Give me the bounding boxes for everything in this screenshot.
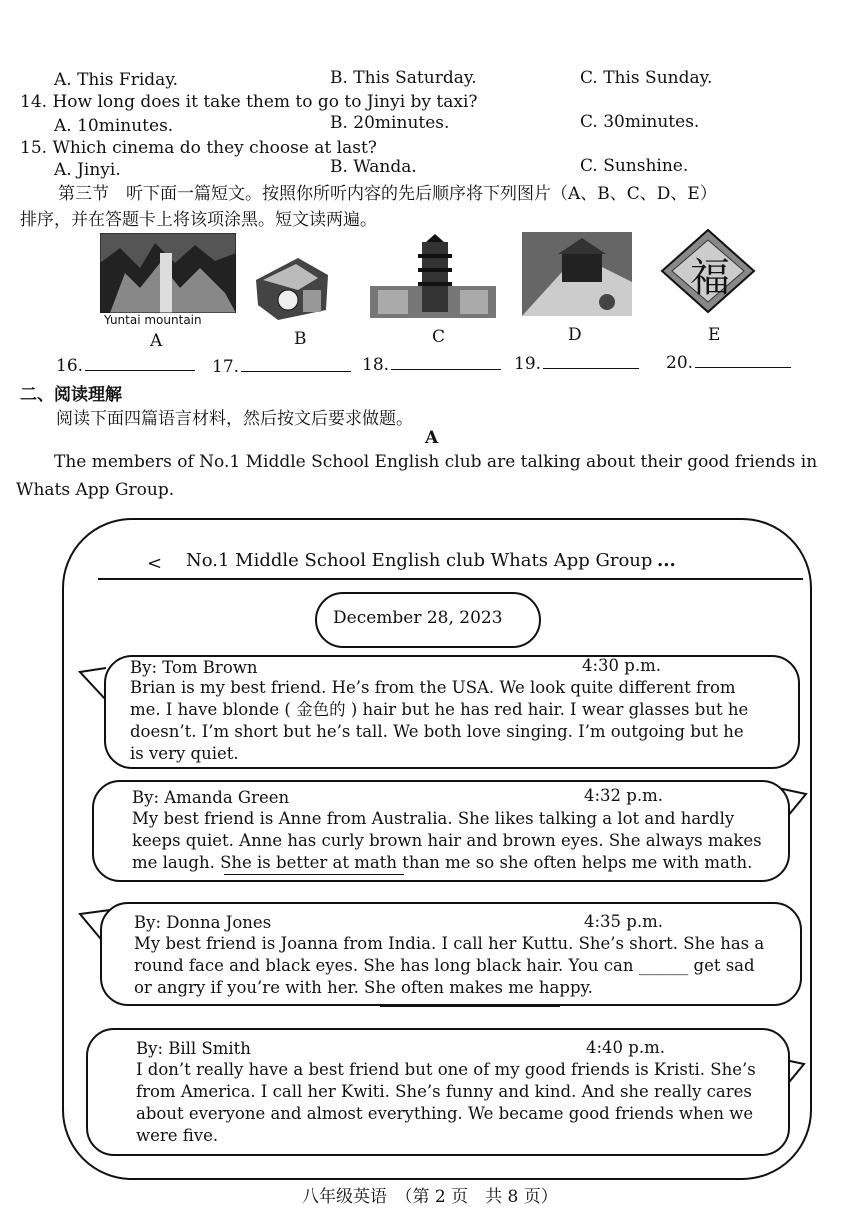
message-3-author: By: Donna Jones <box>134 913 272 932</box>
message-2-time: 4:32 p.m. <box>584 786 663 805</box>
message-4-line4: were five. <box>136 1126 219 1145</box>
section3-instruction-line1: 第三节 听下面一篇短文。按照你所听内容的先后顺序将下列图片（A、B、C、D、E） <box>58 184 717 204</box>
q13-option-b: B. This Saturday. <box>330 68 477 88</box>
header-divider <box>98 578 803 580</box>
page-footer: 八年级英语 （第 2 页 共 8 页） <box>302 1187 558 1207</box>
answer-line <box>85 354 195 371</box>
message-1-line1: Brian is my best friend. He’s from the USA. We look quite different from <box>130 678 736 697</box>
answer-blank-20-number: 20. <box>666 353 694 373</box>
message-3-line3: or angry if you’re with her. She often makes me happy. <box>134 978 593 997</box>
message-2-line2: keeps quiet. Anne has curly brown hair and brown eyes. She always makes <box>132 831 762 850</box>
more-icon[interactable]: ... <box>657 550 676 571</box>
answer-blank-20[interactable] <box>666 351 791 373</box>
q14-option-a: A. 10minutes. <box>54 116 174 136</box>
chat-title: No.1 Middle School English club Whats App Group <box>186 550 653 571</box>
picture-a-caption: Yuntai mountain <box>104 313 202 327</box>
answer-blank-19[interactable] <box>514 352 639 374</box>
answer-line <box>695 351 791 368</box>
message-2-line1: My best friend is Anne from Australia. She likes talking a lot and hardly <box>132 809 735 828</box>
picture-label-b: B <box>294 329 307 349</box>
back-icon[interactable]: < <box>147 553 163 574</box>
answer-blank-18-number: 18. <box>362 355 390 375</box>
q14-option-c: C. 30minutes. <box>580 112 700 132</box>
handwritten-underline <box>224 874 404 875</box>
message-4-line1: I don’t really have a best friend but one of my good friends is Kristi. She’s <box>136 1060 756 1079</box>
q13-option-c: C. This Sunday. <box>580 68 713 88</box>
passage-intro-line2: Whats App Group. <box>16 480 175 500</box>
part2-heading: 二、阅读理解 <box>20 385 122 405</box>
answer-blank-17-number: 17. <box>212 357 240 377</box>
answer-blank-18[interactable] <box>362 353 501 375</box>
answer-blank-16[interactable] <box>56 354 195 376</box>
answer-line <box>543 352 639 369</box>
picture-a-yuntai-mountain <box>100 233 236 313</box>
answer-line <box>391 353 501 370</box>
picture-e-fu-character: 福 <box>690 255 730 301</box>
picture-b <box>248 250 334 322</box>
message-3-line1: My best friend is Joanna from India. I call her Kuttu. She’s short. She has a <box>134 934 765 953</box>
message-2-author: By: Amanda Green <box>132 788 290 807</box>
message-1-time: 4:30 p.m. <box>582 656 661 675</box>
picture-d <box>522 232 632 316</box>
message-1-author: By: Tom Brown <box>130 658 258 677</box>
chat-date: December 28, 2023 <box>333 608 503 628</box>
passage-intro-line1: The members of No.1 Middle School English club are talking about their good friends in <box>54 452 818 472</box>
q15-option-c: C. Sunshine. <box>580 156 689 176</box>
handwritten-underline <box>380 1006 560 1007</box>
q13-option-a: A. This Friday. <box>54 70 179 90</box>
message-1-line3: doesn’t. I’m short but he’s tall. We both love singing. I’m outgoing but he <box>130 722 744 741</box>
message-3-line2: round face and black eyes. She has long black hair. You can ______ get sad <box>134 956 755 975</box>
answer-blank-19-number: 19. <box>514 354 542 374</box>
q14-question: 14. How long does it take them to go to Jinyi by taxi? <box>20 92 478 112</box>
q14-option-b: B. 20minutes. <box>330 113 450 133</box>
answer-blank-16-number: 16. <box>56 356 84 376</box>
section3-instruction-line2: 排序，并在答题卡上将该项涂黑。短文读两遍。 <box>20 210 377 230</box>
message-2-line3: me laugh. She is better at math than me so she often helps me with math. <box>132 853 753 872</box>
passage-letter: A <box>425 428 439 448</box>
picture-c-pagoda <box>370 234 496 318</box>
picture-label-d: D <box>568 325 582 345</box>
message-4-time: 4:40 p.m. <box>586 1038 665 1057</box>
picture-label-a: A <box>150 331 163 351</box>
message-4-line2: from America. I call her Kwiti. She’s funny and kind. And she really cares <box>136 1082 752 1101</box>
message-1-line4: is very quiet. <box>130 744 239 763</box>
q15-question: 15. Which cinema do they choose at last? <box>20 138 377 158</box>
picture-label-c: C <box>432 327 446 347</box>
part2-instruction: 阅读下面四篇语言材料，然后按文后要求做题。 <box>56 409 413 429</box>
message-4-author: By: Bill Smith <box>136 1039 251 1058</box>
q15-option-b: B. Wanda. <box>330 157 417 177</box>
message-1-line2: me. I have blonde ( 金色的 ) hair but he has red hair. I wear glasses but he <box>130 700 749 719</box>
picture-label-e: E <box>708 325 721 345</box>
message-3-time: 4:35 p.m. <box>584 912 663 931</box>
message-4-line3: about everyone and almost everything. We became good friends when we <box>136 1104 754 1123</box>
q15-option-a: A. Jinyi. <box>54 160 121 180</box>
answer-line <box>241 355 351 372</box>
answer-blank-17[interactable] <box>212 355 351 377</box>
